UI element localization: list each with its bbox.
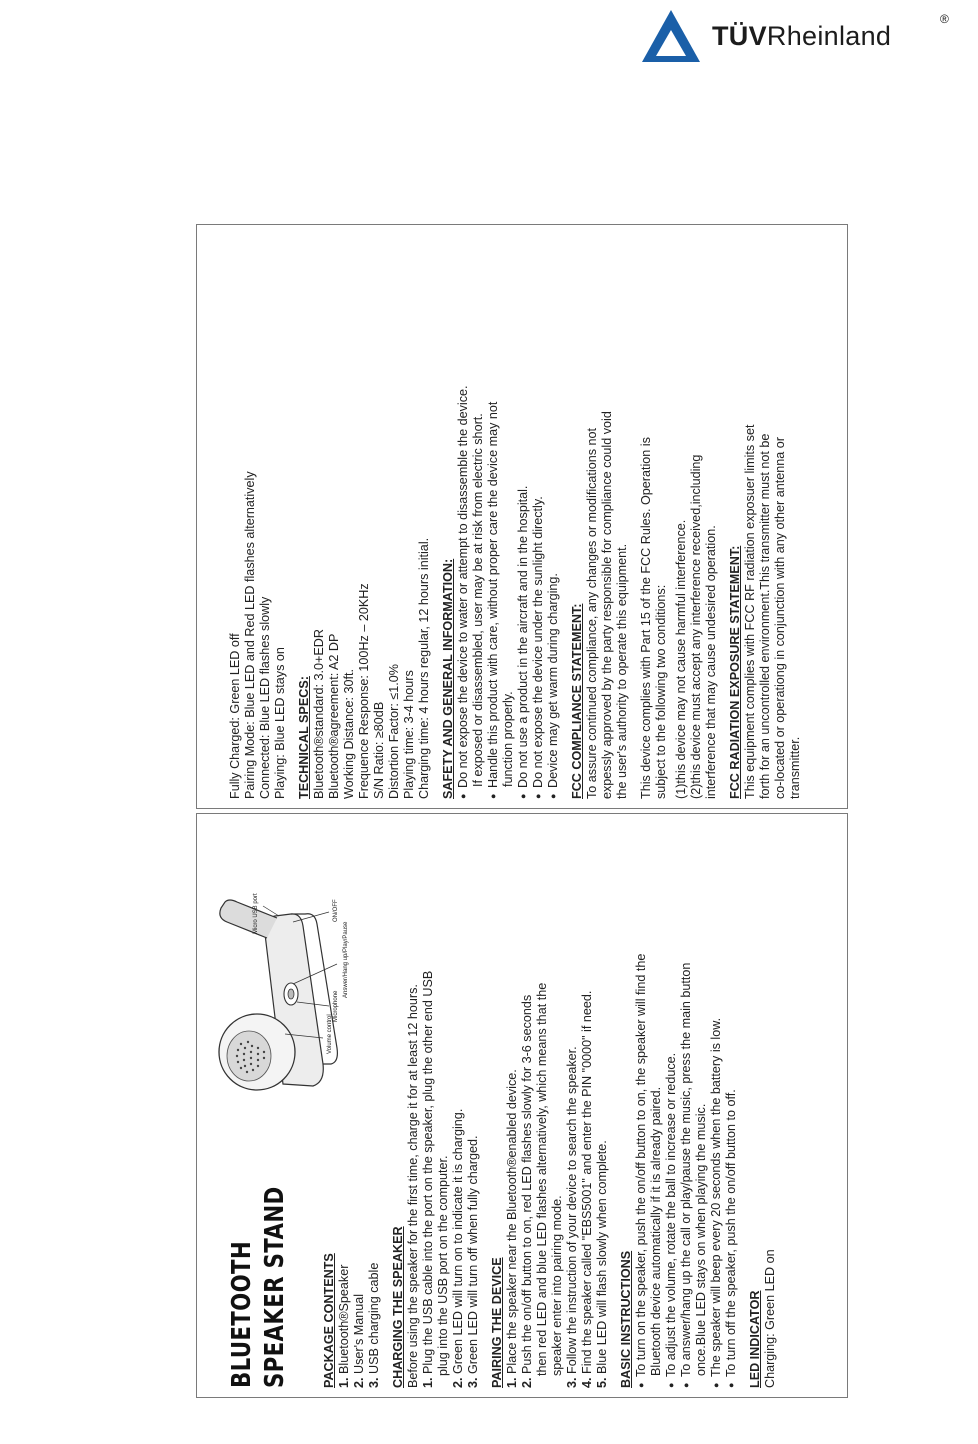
pairing-heading: PAIRING THE DEVICE [490, 1257, 504, 1388]
pairing-step: 1. Place the speaker near the Bluetooth®enabled device. [505, 1069, 519, 1388]
fcc-line: the user's authority to operate this equipment. [615, 543, 629, 799]
spec-line: Charging time: 4 hours regular, 12 hours initial. [417, 537, 431, 799]
safety-line: ● Device may get warm during charging. [546, 225, 561, 799]
basic-line: ● To turn off the speaker, push the on/off button to off. [724, 814, 739, 1388]
tuv-rheinland-logo [640, 8, 970, 66]
spec-line: Frequence Response: 100Hz – 20KHz [357, 583, 371, 799]
spec-line: S/N Ratio: ≥80dB [372, 701, 386, 799]
package-item: 2. User's Manual [352, 1293, 366, 1388]
charging-step: 3. Green LED will turn off when fully charged. [466, 1135, 480, 1388]
charging-heading: CHARGING THE SPEAKER [391, 1226, 405, 1388]
pairing-step: 4. Find the speaker called "EBS5001" and enter the PIN "0000" if need. [580, 990, 594, 1388]
safety-line: function properly. [501, 691, 515, 787]
fcc-heading: FCC COMPLIANCE STATEMENT: [570, 603, 584, 799]
label-volume-control: Volume control [327, 1014, 333, 1054]
tuv-triangle-icon [640, 8, 702, 64]
fcc-line: To assure continued compliance, any changes or modifications not [585, 427, 599, 799]
spec-line: Working Distance: 30ft. [342, 669, 356, 799]
pairing-step: 5. Blue LED will flash slowly when complete. [595, 1140, 609, 1388]
rf-line: co-located or operationg in conjunction with any other antenna or [773, 437, 787, 799]
fcc-line: This device complies with Part 15 of the FCC Rules. Operation is [639, 437, 653, 799]
safety-line: ● Do not expose the device under the sunlight directly. [531, 225, 546, 799]
manual-title: BLUETOOTH SPEAKER STAND [227, 1186, 290, 1388]
spec-line: Bluetooth®agreement: A2 DP [327, 633, 341, 799]
spec-line: Playing time: 3-4 hours [402, 670, 416, 799]
charging-intro: Before using the speaker for the first time, charge it for at least 12 hours. [406, 984, 420, 1388]
specs-heading: TECHNICAL SPECS: [297, 676, 311, 799]
fcc-line: expessly approved by the party responsible for compliance could void [600, 411, 614, 799]
package-item: 3. USB charging cable [367, 1262, 381, 1388]
charging-step: 2. Green LED will turn on to indicate it is charging. [451, 1108, 465, 1388]
pairing-step: then red LED and blue LED flashes alternatively, which means that the [535, 982, 549, 1376]
safety-line: ● Do not use a product in the aircraft and in the hospital. [516, 225, 531, 799]
charging-step: plug into the USB port on the computer. [436, 1155, 450, 1376]
label-on-off: ON/OFF [333, 899, 339, 922]
basic-line: ● To answer/hang up the call or play/pause the music, press the main button [679, 814, 694, 1388]
charging-step: 1. Plug the USB cable into the port on the speaker, plug the other end USB [421, 970, 435, 1388]
basic-line: Bluetooth device automatically if it is already paired. [649, 1086, 663, 1376]
basic-line: ● To adjust the volume, rotate the ball to increase or reduce. [664, 814, 679, 1388]
basic-heading: BASIC INSTRUCTIONS [619, 1250, 633, 1388]
pairing-step: 3. Follow the instruction of your device to search the speaker. [565, 1046, 579, 1388]
safety-line: ● Do not expose the device to water or attempt to disassemble the device. [456, 225, 471, 799]
manual-panel-right [196, 224, 848, 809]
pairing-step: 2. Push the on/off button to on, red LED flashes slowly for 3-6 seconds [520, 994, 534, 1388]
label-micro-usb: Micro USB port [253, 893, 259, 934]
safety-heading: SAFETY AND GENERAL INFORMATION: [441, 558, 455, 799]
speaker-stand-drawing [205, 894, 355, 1134]
fcc-line: (2)this device must accept any interference received,including [689, 454, 703, 799]
led-line: Connected: Blue LED flashes slowly [258, 596, 272, 799]
fcc-line: subject to the following two conditions: [654, 584, 668, 799]
led-line: Charging: Green LED on [763, 1249, 777, 1388]
pairing-step: speaker enter into pairing mode. [550, 1195, 564, 1376]
spec-line: Distortion Factor: ≤1.0% [387, 664, 401, 799]
fcc-line: (1)this device may not cause harmful interference. [674, 519, 688, 799]
fcc-line: interference that may cause undesired operation. [704, 525, 718, 799]
basic-line: ● To turn on the speaker, push the on/off button to on, the speaker will find the [634, 814, 649, 1388]
rf-line: This equipment complies with FCC RF radiation exposuer limits set [743, 424, 757, 799]
rf-line: transmitter. [788, 736, 802, 799]
rf-heading: FCC RADIATION EXPOSURE STATEMENT: [728, 545, 742, 799]
label-microphone: Microphone [333, 990, 339, 1022]
basic-line: ● The speaker will beep every 20 seconds when the battery is low. [709, 814, 724, 1388]
safety-line: If exposed or disassembled, user may be at risk from electric short. [471, 413, 485, 787]
label-answer: Answer/Hang up/Play/Pause [343, 921, 349, 998]
logo-wordmark: TÜVRheinland [712, 21, 892, 51]
registered-mark: ® [940, 12, 949, 26]
package-item: 1. Bluetooth®Speaker [337, 1264, 351, 1388]
safety-line: ● Handle this product with care, without proper care the device may not [486, 225, 501, 799]
led-line: Fully Charged: Green LED off [228, 633, 242, 799]
manual-panel-left [196, 813, 848, 1398]
rf-line: forth for an uncontrolled environment.This transmitter must not be [758, 433, 772, 799]
led-line: Pairing Mode: Blue LED and Red LED flashes alternatively [243, 471, 257, 799]
led-line: Playing: Blue LED stays on [273, 647, 287, 799]
led-heading: LED INDICATOR [748, 1290, 762, 1388]
basic-line: once.Blue LED stays on when playing the music. [694, 1103, 708, 1376]
right-panel-text [228, 225, 803, 799]
spec-line: Bluetooth®standard: 3.0+EDR [312, 629, 326, 799]
package-heading: PACKAGE CONTENTS [322, 1253, 336, 1388]
